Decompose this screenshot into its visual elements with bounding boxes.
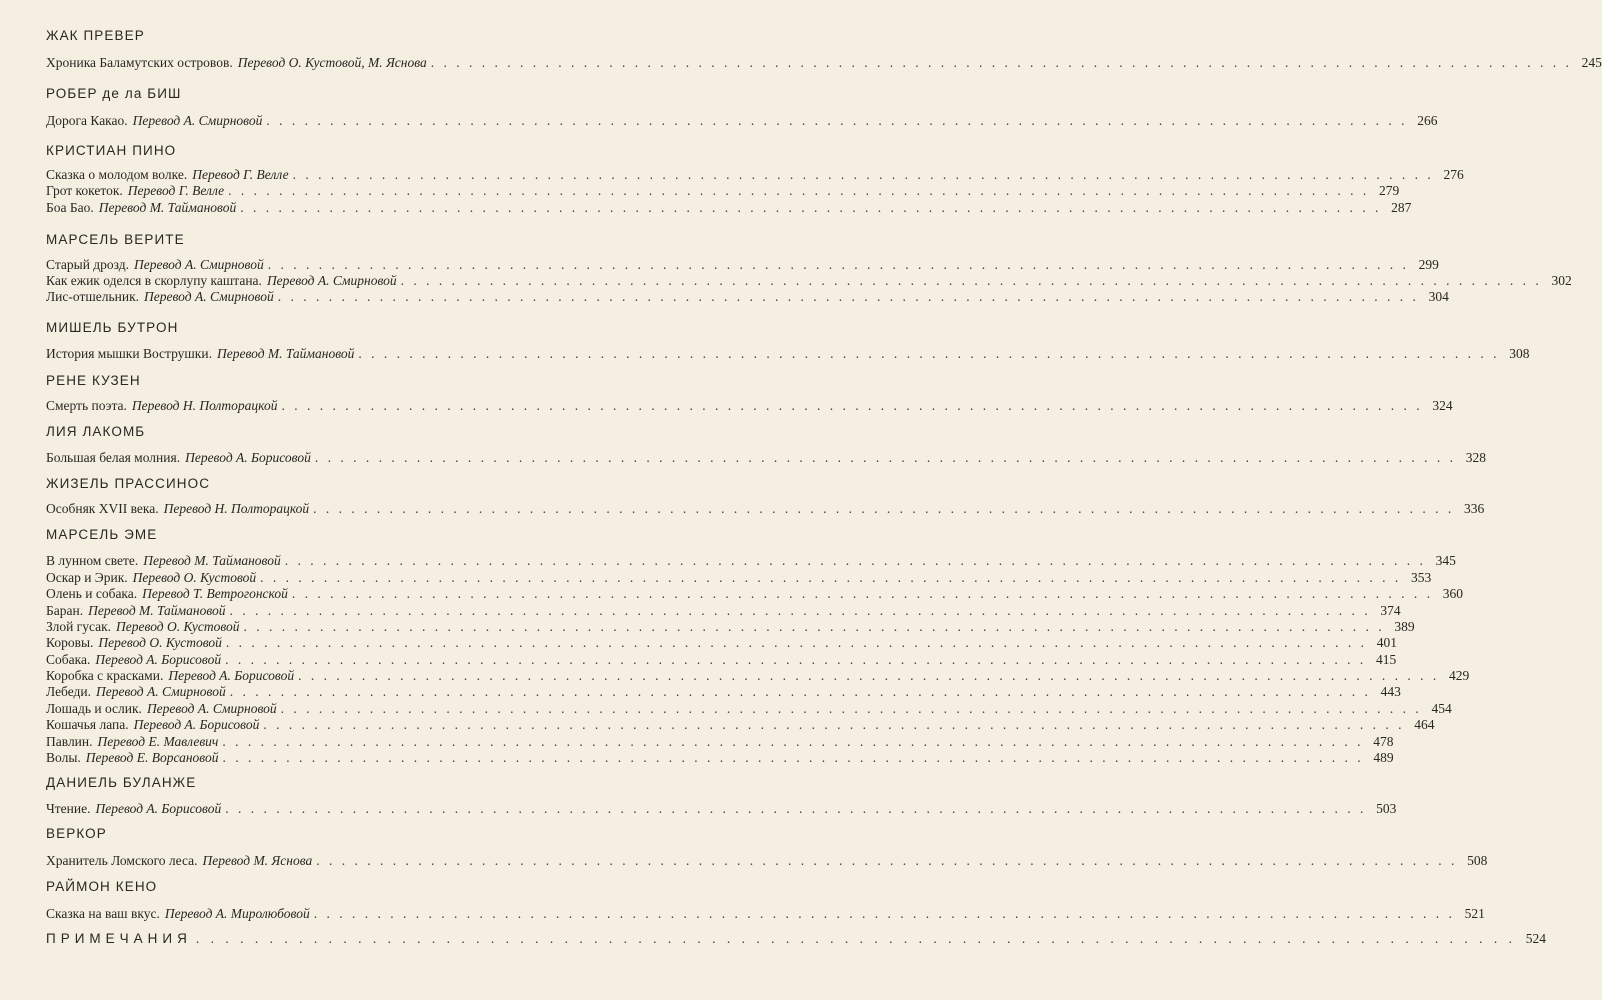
entry-title: Грот кокеток. — [46, 183, 123, 198]
dot-leader: . . . . . . . . . . . . . . . . . . . . . . . . . . . . . . . . . . . . . . . . . . . . . . . . . . . . . . . . . . . . . . . . . . . . . . . . . . . . . . . . . . . . . . . . . . — [267, 257, 1409, 272]
entry-page-number: 454 — [1431, 701, 1452, 716]
entry-title: История мышки Вострушки. — [46, 346, 212, 361]
author-heading: РОБЕР де ла БИШ — [46, 86, 182, 101]
entry-title: Кошачья лапа. — [46, 717, 129, 732]
dot-leader: . . . . . . . . . . . . . . . . . . . . . . . . . . . . . . . . . . . . . . . . . . . . . . . . . . . . . . . . . . . . . . . . . . . . . . . . . . . . . . . . . . . . . . . . . . — [228, 183, 1370, 198]
author-heading: ВЕРКОР — [46, 826, 107, 841]
toc-entry[interactable] — [46, 652, 1397, 668]
entry-title: Лис-отшельник. — [46, 289, 140, 304]
entry-title: Старый дрозд. — [46, 257, 130, 272]
dot-leader: . . . . . . . . . . . . . . . . . . . . . . . . . . . . . . . . . . . . . . . . . . . . . . . . . . . . . . . . . . . . . . . . . . . . . . . . . . . . . . . . . . . . . . . . . . — [225, 652, 1367, 667]
toc-entry[interactable] — [46, 801, 1397, 817]
entry-title: Оскар и Эрик. — [46, 570, 128, 585]
dot-leader: . . . . . . . . . . . . . . . . . . . . . . . . . . . . . . . . . . . . . . . . . . . . . . . . . . . . . . . . . . . . . . . . . . . . . . . . . . . . . . . . . . . . . . . . . . — [263, 717, 1405, 732]
toc-entry[interactable] — [46, 501, 1485, 517]
toc-entry[interactable] — [46, 398, 1453, 414]
entry-translator: Перевод А. Борисовой — [133, 717, 260, 732]
entry-page-number: 299 — [1418, 257, 1439, 272]
entry-translator: Перевод О. Кустовой — [98, 635, 222, 650]
entry-page-number: 302 — [1551, 273, 1572, 288]
dot-leader: . . . . . . . . . . . . . . . . . . . . . . . . . . . . . . . . . . . . . . . . . . . . . . . . . . . . . . . . . . . . . . . . . . . . . . . . . . . . . . . . . . . . . . . . . . — [400, 273, 1542, 288]
toc-entry[interactable] — [46, 346, 1530, 362]
toc-entry[interactable] — [46, 684, 1401, 700]
notes-entry[interactable] — [46, 931, 1546, 947]
entry-title: Как ежик оделся в скорлупу каштана. — [46, 273, 262, 288]
entry-translator: Перевод Е. Мавлевич — [97, 734, 219, 749]
dot-leader: . . . . . . . . . . . . . . . . . . . . . . . . . . . . . . . . . . . . . . . . . . . . . . . . . . . . . . . . . . . . . . . . . . . . . . . . . . . . . . . . . . . . . . . . . . — [266, 113, 1408, 128]
dot-leader: . . . . . . . . . . . . . . . . . . . . . . . . . . . . . . . . . . . . . . . . . . . . . . . . . . . . . . . . . . . . . . . . . . . . . . . . . . . . . . . . . . . . . . . . . . — [298, 668, 1440, 683]
author-heading: КРИСТИАН ПИНО — [46, 143, 177, 158]
entry-title: Собака. — [46, 652, 91, 667]
author-heading: МАРСЕЛЬ ВЕРИТЕ — [46, 232, 185, 247]
dot-leader: . . . . . . . . . . . . . . . . . . . . . . . . . . . . . . . . . . . . . . . . . . . . . . . . . . . . . . . . . . . . . . . . . . . . . . . . . . . . . . . . . . . . . . . . . . — [277, 289, 1419, 304]
entry-page-number: 464 — [1414, 717, 1435, 732]
entry-page-number: 308 — [1509, 346, 1530, 361]
entry-page-number: 304 — [1428, 289, 1449, 304]
entry-page-number: 429 — [1448, 668, 1470, 683]
entry-page-number: 266 — [1417, 113, 1438, 128]
entry-title: Чтение. — [46, 801, 91, 816]
author-heading: ЖИЗЕЛЬ ПРАССИНОС — [46, 476, 211, 491]
entry-page-number: 401 — [1376, 635, 1398, 650]
dot-leader: . . . . . . . . . . . . . . . . . . . . . . . . . . . . . . . . . . . . . . . . . . . . . . . . . . . . . . . . . . . . . . . . . . . . . . . . . . . . . . . . . . . . . . . . . . — [260, 570, 1402, 585]
toc-entry[interactable] — [46, 906, 1485, 922]
toc-entry[interactable] — [46, 734, 1394, 750]
entry-translator: Перевод А. Смирновой — [132, 113, 263, 128]
dot-leader: . . . . . . . . . . . . . . . . . . . . . . . . . . . . . . . . . . . . . . . . . . . . . . . . . . . . . . . . . . . . . . . . . . . . . . . . . . . . . . . . . . . . . . . . . . — [430, 55, 1572, 70]
dot-leader: . . . . . . . . . . . . . . . . . . . . . . . . . . . . . . . . . . . . . . . . . . . . . . . . . . . . . . . . . . . . . . . . . . . . . . . . . . . . . . . . . . . . . . . . . . — [222, 750, 1364, 765]
entry-translator: Перевод Н. Полторацкой — [131, 398, 278, 413]
entry-page-number: 353 — [1411, 570, 1432, 585]
author-heading: МАРСЕЛЬ ЭМЕ — [46, 527, 158, 542]
entry-title: Лебеди. — [46, 684, 92, 699]
entry-page-number: 279 — [1379, 183, 1400, 198]
entry-page-number: 345 — [1435, 553, 1456, 568]
entry-translator: Перевод О. Кустовой — [116, 619, 240, 634]
author-heading: РАЙМОН КЕНО — [46, 879, 158, 894]
dot-leader: . . . . . . . . . . . . . . . . . . . . . . . . . . . . . . . . . . . . . . . . . . . . . . . . . . . . . . . . . . . . . . . . . . . . . . . . . . . . . . . . . . . . . . . . . . — [229, 603, 1371, 618]
dot-leader: . . . . . . . . . . . . . . . . . . . . . . . . . . . . . . . . . . . . . . . . . . . . . . . . . . . . . . . . . . . . . . . . . . . . . . . . . . . . . . . . . . . . . . . . . . — [243, 619, 1385, 634]
entry-title: Хранитель Ломского леса. — [46, 853, 198, 868]
entry-title: Особняк XVII века. — [46, 501, 159, 516]
dot-leader: . . . . . . . . . . . . . . . . . . . . . . . . . . . . . . . . . . . . . . . . . . . . . . . . . . . . . . . . . . . . . . . . . . . . . . . . . . . . . . . . . . . . . . . . . . — [291, 586, 1433, 601]
toc-entry[interactable] — [46, 200, 1412, 216]
entry-page-number: 478 — [1373, 734, 1394, 749]
entry-translator: Перевод М. Таймановой — [143, 553, 281, 568]
entry-page-number: 503 — [1376, 801, 1397, 816]
entry-title: Коробка с красками. — [46, 668, 164, 683]
entry-translator: Перевод А. Миролюбовой — [164, 906, 310, 921]
entry-translator: Перевод М. Таймановой — [216, 346, 355, 361]
entry-title: Хроника Баламутских островов. — [46, 55, 233, 70]
entry-translator: Перевод А. Смирновой — [134, 257, 264, 272]
entry-page-number: 276 — [1443, 167, 1464, 182]
dot-leader: . . . . . . . . . . . . . . . . . . . . . . . . . . . . . . . . . . . . . . . . . . . . . . . . . . . . . . . . . . . . . . . . . . . . . . . . . . . . . . . . . . . . . . . . . . — [225, 635, 1368, 650]
toc-entry[interactable] — [46, 570, 1432, 586]
entry-title: Павлин. — [46, 734, 93, 749]
toc-entry[interactable] — [46, 853, 1488, 869]
toc-entry[interactable] — [46, 619, 1415, 635]
entry-translator: Перевод А. Борисовой — [95, 801, 222, 816]
toc-entry[interactable] — [46, 113, 1438, 129]
notes-title: ПРИМЕЧАНИЯ — [46, 931, 192, 946]
entry-title: Сказка на ваш вкус. — [46, 906, 160, 921]
entry-title: Лошадь и ослик. — [46, 701, 142, 716]
entry-page-number: 508 — [1467, 853, 1488, 868]
entry-page-number: 415 — [1375, 652, 1397, 667]
toc-entry[interactable] — [46, 273, 1572, 289]
toc-entry[interactable] — [46, 55, 1602, 71]
entry-translator: Перевод Г. Велле — [127, 183, 225, 198]
entry-translator: Перевод Т. Ветрогонской — [142, 586, 288, 601]
entry-title: Волы. — [46, 750, 81, 765]
toc-entry[interactable] — [46, 668, 1470, 684]
author-heading: РЕНЕ КУЗЕН — [46, 373, 141, 388]
entry-translator: Перевод А. Борисовой — [168, 668, 295, 683]
entry-translator: Перевод М. Яснова — [202, 853, 313, 868]
dot-leader: . . . . . . . . . . . . . . . . . . . . . . . . . . . . . . . . . . . . . . . . . . . . . . . . . . . . . . . . . . . . . . . . . . . . . . . . . . . . . . . . . . . . . . . . . . — [313, 906, 1455, 921]
entry-translator: Перевод О. Кустовой — [132, 570, 257, 585]
toc-entry[interactable] — [46, 635, 1398, 651]
toc-entry[interactable] — [46, 167, 1464, 183]
entry-translator: Перевод Г. Велле — [192, 167, 289, 182]
entry-page-number: 489 — [1373, 750, 1394, 765]
dot-leader: . . . . . . . . . . . . . . . . . . . . . . . . . . . . . . . . . . . . . . . . . . . . . . . . . . . . . . . . . . . . . . . . . . . . . . . . . . . . . . . . . . . . . . . . . . — [316, 853, 1458, 868]
entry-translator: Перевод Е. Ворсановой — [85, 750, 219, 765]
entry-title: Большая белая молния. — [46, 450, 181, 465]
dot-leader: . . . . . . . . . . . . . . . . . . . . . . . . . . . . . . . . . . . . . . . . . . . . . . . . . . . . . . . . . . . . . . . . . . . . . . . . . . . . . . . . . . . . . . . . . . — [314, 450, 1456, 465]
entry-translator: Перевод А. Смирновой — [266, 273, 397, 288]
entry-title: Баран. — [46, 603, 84, 618]
entry-title: Боа Бао. — [46, 200, 94, 215]
entry-title: Коровы. — [46, 635, 94, 650]
dot-leader: . . . . . . . . . . . . . . . . . . . . . . . . . . . . . . . . . . . . . . . . . . . . . . . . . . . . . . . . . . . . . . . . . . . . . . . . . . . . . . . . . . . . . . . . . . — [358, 346, 1500, 361]
entry-title: Олень и собака. — [46, 586, 138, 601]
entry-page-number: 287 — [1391, 200, 1412, 215]
entry-title: Дорога Какао. — [46, 113, 128, 128]
dot-leader: . . . . . . . . . . . . . . . . . . . . . . . . . . . . . . . . . . . . . . . . . . . . . . . . . . . . . . . . . . . . . . . . . . . . . . . . . . . . . . . . . . . . . . . . . . — [313, 501, 1455, 516]
dot-leader: . . . . . . . . . . . . . . . . . . . . . . . . . . . . . . . . . . . . . . . . . . . . . . . . . . . . . . . . . . . . . . . . . . . . . . . . . . . . . . . . . . . . . . . . . . — [292, 167, 1434, 182]
toc-entry[interactable] — [46, 603, 1401, 619]
author-heading: ДАНИЕЛЬ БУЛАНЖЕ — [46, 775, 197, 790]
entry-translator: Перевод А. Борисовой — [95, 652, 222, 667]
toc-entry[interactable] — [46, 586, 1463, 602]
entry-page-number: 328 — [1465, 450, 1486, 465]
entry-translator: Перевод А. Смирновой — [146, 701, 277, 716]
dot-leader: . . . . . . . . . . . . . . . . . . . . . . . . . . . . . . . . . . . . . . . . . . . . . . . . . . . . . . . . . . . . . . . . . . . . . . . . . . . . . . . . . . . . . . . . . . — [280, 701, 1422, 716]
toc-entry[interactable] — [46, 289, 1449, 305]
entry-title: Злой гусак. — [46, 619, 112, 634]
toc-entry[interactable] — [46, 750, 1394, 766]
entry-translator: Перевод М. Таймановой — [88, 603, 226, 618]
entry-page-number: 521 — [1464, 906, 1485, 921]
entry-page-number: 324 — [1432, 398, 1453, 413]
entry-title: Смерть поэта. — [46, 398, 127, 413]
dot-leader: . . . . . . . . . . . . . . . . . . . . . . . . . . . . . . . . . . . . . . . . . . . . . . . . . . . . . . . . . . . . . . . . . . . . . . . . . . . . . . . . . . . . . . . . . . — [229, 684, 1371, 699]
dot-leader: . . . . . . . . . . . . . . . . . . . . . . . . . . . . . . . . . . . . . . . . . . . . . . . . . . . . . . . . . . . . . . . . . . . . . . . . . . . . . . . . . . . . . . . . . . — [195, 931, 1516, 946]
author-heading: МИШЕЛЬ БУТРОН — [46, 320, 179, 335]
notes-page-number: 524 — [1525, 931, 1546, 946]
author-heading: ЛИЯ ЛАКОМБ — [46, 424, 146, 439]
entry-translator: Перевод Н. Полторацкой — [163, 501, 310, 516]
entry-translator: Перевод А. Борисовой — [185, 450, 311, 465]
dot-leader: . . . . . . . . . . . . . . . . . . . . . . . . . . . . . . . . . . . . . . . . . . . . . . . . . . . . . . . . . . . . . . . . . . . . . . . . . . . . . . . . . . . . . . . . . . — [240, 200, 1382, 215]
toc-entry[interactable] — [46, 553, 1456, 569]
entry-page-number: 245 — [1581, 55, 1602, 70]
entry-translator: Перевод А. Смирновой — [144, 289, 274, 304]
entry-page-number: 360 — [1442, 586, 1463, 601]
author-heading: ЖАК ПРЕВЕР — [46, 28, 145, 43]
toc-entry[interactable] — [46, 717, 1435, 733]
dot-leader: . . . . . . . . . . . . . . . . . . . . . . . . . . . . . . . . . . . . . . . . . . . . . . . . . . . . . . . . . . . . . . . . . . . . . . . . . . . . . . . . . . . . . . . . . . — [284, 553, 1426, 568]
dot-leader: . . . . . . . . . . . . . . . . . . . . . . . . . . . . . . . . . . . . . . . . . . . . . . . . . . . . . . . . . . . . . . . . . . . . . . . . . . . . . . . . . . . . . . . . . . — [222, 734, 1364, 749]
entry-title: Сказка о молодом волке. — [46, 167, 188, 182]
entry-page-number: 374 — [1380, 603, 1401, 618]
toc-entry[interactable] — [46, 257, 1439, 273]
entry-page-number: 336 — [1464, 501, 1485, 516]
entry-page-number: 443 — [1380, 684, 1401, 699]
entry-page-number: 389 — [1394, 619, 1415, 634]
toc-entry[interactable] — [46, 701, 1452, 717]
entry-title: В лунном свете. — [46, 553, 139, 568]
dot-leader: . . . . . . . . . . . . . . . . . . . . . . . . . . . . . . . . . . . . . . . . . . . . . . . . . . . . . . . . . . . . . . . . . . . . . . . . . . . . . . . . . . . . . . . . . . — [281, 398, 1423, 413]
toc-entry[interactable] — [46, 450, 1486, 466]
entry-translator: Перевод А. Смирновой — [96, 684, 226, 699]
entry-translator: Перевод М. Таймановой — [98, 200, 237, 215]
toc-entry[interactable] — [46, 183, 1400, 199]
dot-leader: . . . . . . . . . . . . . . . . . . . . . . . . . . . . . . . . . . . . . . . . . . . . . . . . . . . . . . . . . . . . . . . . . . . . . . . . . . . . . . . . . . . . . . . . . . — [225, 801, 1367, 816]
entry-translator: Перевод О. Кустовой, М. Яснова — [237, 55, 427, 70]
